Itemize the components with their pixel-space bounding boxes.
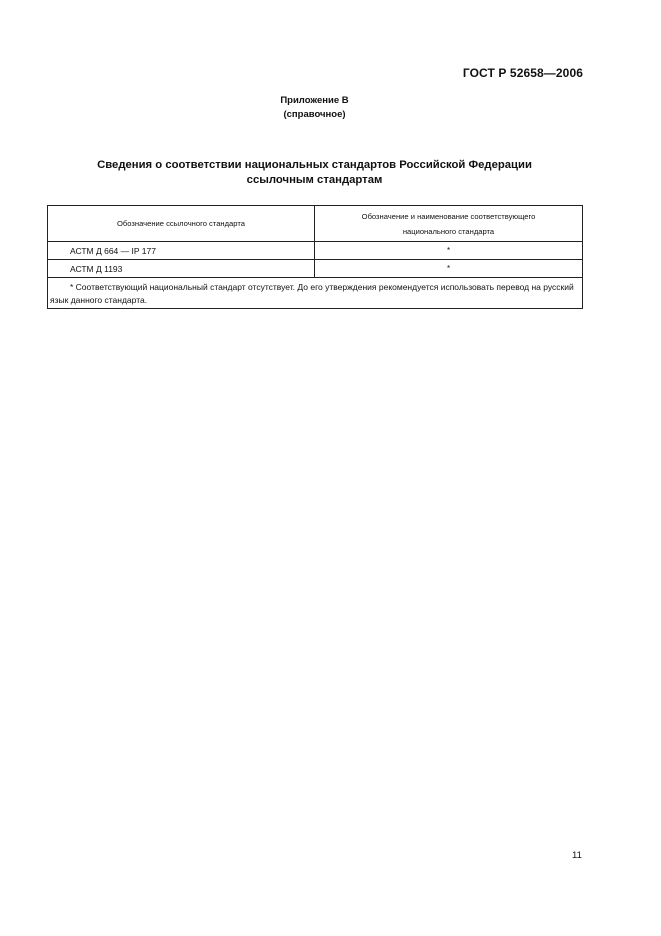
column-header-reference: Обозначение ссылочного стандарта [48,206,315,242]
national-standard-cell: * [315,260,583,278]
section-title-line-1: Сведения о соответствии национальных стандартов Российской Федерации [97,159,532,171]
section-title-line-2: ссылочным стандартам [246,174,383,186]
document-code: ГОСТ Р 52658—2006 [462,66,583,80]
page-number: 11 [572,850,582,861]
section-title [0,158,629,188]
reference-standards-table [47,205,583,309]
table-row [48,242,583,260]
table-row [48,260,583,278]
national-standard-cell: * [315,242,583,260]
appendix-heading [0,94,629,122]
table-header-row [48,206,583,242]
appendix-type: (справочное) [283,109,346,120]
reference-standard-cell: АСТМ Д 1193 [48,260,315,278]
reference-standard-cell: АСТМ Д 664 — IP 177 [48,242,315,260]
column-header-national [315,206,583,242]
appendix-label: Приложение В [280,95,349,106]
column-header-national-text: Обозначение и наименование соответствующего национального стандарта [361,211,536,236]
table-footnote-row [48,278,583,309]
table-footnote: * Соответствующий национальный стандарт отсутствует. До его утверждения рекомендуется использовать перевод на русский язык данного стандарта. [48,278,583,309]
